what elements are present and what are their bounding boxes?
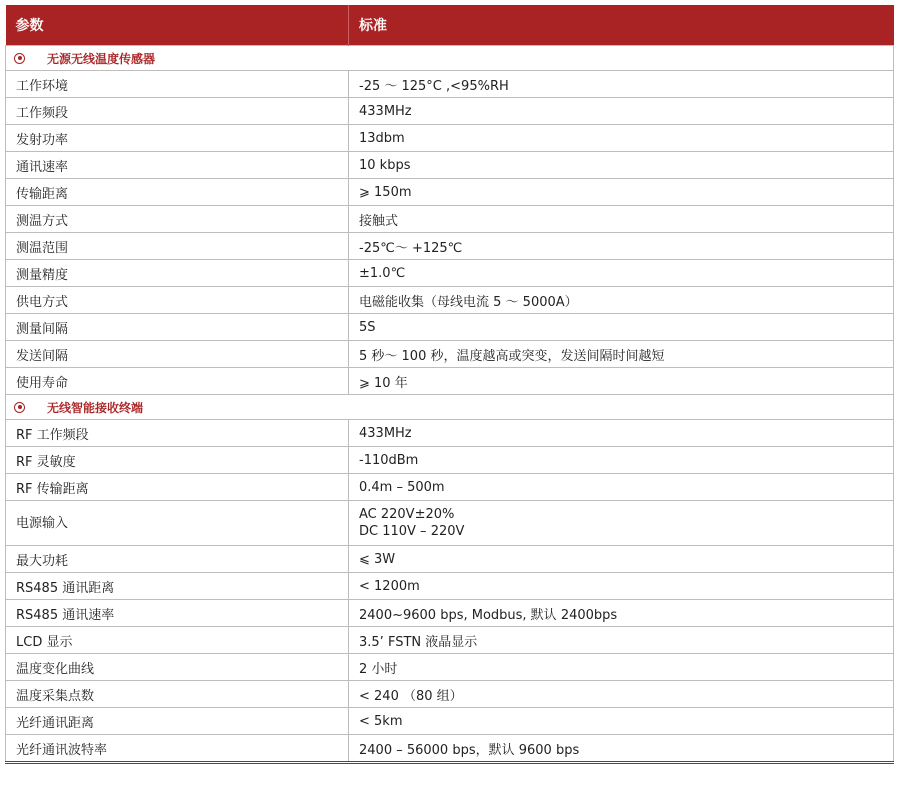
table-row <box>6 708 894 735</box>
table-row <box>6 501 894 546</box>
value-cell: 5S <box>349 314 894 341</box>
value-cell: 电磁能收集（母线电流 5 ～ 5000A） <box>349 287 894 314</box>
value-line: AC 220V±20% <box>359 507 455 522</box>
param-cell: 温度采集点数 <box>6 681 349 708</box>
section-title: 无源无线温度传感器 <box>47 51 156 66</box>
table-row <box>6 681 894 708</box>
table-row <box>6 341 894 368</box>
param-cell: 光纤通讯距离 <box>6 708 349 735</box>
value-cell: ±1.0℃ <box>349 260 894 287</box>
value-cell: 2400 – 56000 bps，默认 9600 bps <box>349 735 894 763</box>
param-cell: RF 工作频段 <box>6 420 349 447</box>
table-row <box>6 152 894 179</box>
circle-bullet-icon <box>14 402 25 413</box>
table-row <box>6 368 894 395</box>
value-cell: < 1200m <box>349 573 894 600</box>
table-row <box>6 735 894 763</box>
value-cell: < 240 （80 组） <box>349 681 894 708</box>
value-cell: -25 ～ 125°C ,<95%RH <box>349 71 894 98</box>
value-cell: 接触式 <box>349 206 894 233</box>
table-row <box>6 654 894 681</box>
value-cell: 2400~9600 bps, Modbus, 默认 2400bps <box>349 600 894 627</box>
param-cell: RS485 通讯距离 <box>6 573 349 600</box>
header-param: 参数 <box>6 5 349 46</box>
table-row <box>6 627 894 654</box>
value-cell: 433MHz <box>349 420 894 447</box>
table-row <box>6 314 894 341</box>
param-cell: RF 灵敏度 <box>6 447 349 474</box>
value-cell: 0.4m – 500m <box>349 474 894 501</box>
param-cell: 测温范围 <box>6 233 349 260</box>
table-row <box>6 546 894 573</box>
table-row <box>6 573 894 600</box>
param-cell: 使用寿命 <box>6 368 349 395</box>
table-row <box>6 420 894 447</box>
value-cell: 433MHz <box>349 98 894 125</box>
spec-table <box>5 5 894 764</box>
value-cell: 2 小时 <box>349 654 894 681</box>
param-cell: 测量精度 <box>6 260 349 287</box>
table-row <box>6 98 894 125</box>
value-cell: < 5km <box>349 708 894 735</box>
section-row-sensor <box>6 46 894 71</box>
value-cell: 10 kbps <box>349 152 894 179</box>
param-cell: 光纤通讯波特率 <box>6 735 349 763</box>
value-cell: ⩽ 3W <box>349 546 894 573</box>
table-row <box>6 474 894 501</box>
header-row <box>6 5 894 46</box>
param-cell: 测温方式 <box>6 206 349 233</box>
param-cell: 测量间隔 <box>6 314 349 341</box>
table-row <box>6 206 894 233</box>
value-cell: -25℃～ +125℃ <box>349 233 894 260</box>
param-cell: 供电方式 <box>6 287 349 314</box>
table-row <box>6 179 894 206</box>
table-row <box>6 287 894 314</box>
table-row <box>6 447 894 474</box>
table-row <box>6 233 894 260</box>
param-cell: 发送间隔 <box>6 341 349 368</box>
table-row <box>6 260 894 287</box>
param-cell: 工作环境 <box>6 71 349 98</box>
section-title: 无线智能接收终端 <box>47 400 144 415</box>
section-row-receiver <box>6 395 894 420</box>
table-row <box>6 125 894 152</box>
param-cell: 温度变化曲线 <box>6 654 349 681</box>
circle-bullet-icon <box>14 53 25 64</box>
param-cell: 电源输入 <box>6 501 349 546</box>
value-cell <box>349 501 894 546</box>
header-standard: 标准 <box>349 5 894 46</box>
param-cell: LCD 显示 <box>6 627 349 654</box>
param-cell: 工作频段 <box>6 98 349 125</box>
value-cell: ⩾ 150m <box>349 179 894 206</box>
value-cell: 13dbm <box>349 125 894 152</box>
param-cell: RS485 通讯速率 <box>6 600 349 627</box>
value-cell: 3.5’ FSTN 液晶显示 <box>349 627 894 654</box>
param-cell: 发射功率 <box>6 125 349 152</box>
param-cell: 最大功耗 <box>6 546 349 573</box>
param-cell: 通讯速率 <box>6 152 349 179</box>
table-row <box>6 600 894 627</box>
param-cell: 传输距离 <box>6 179 349 206</box>
table-row <box>6 71 894 98</box>
param-cell: RF 传输距离 <box>6 474 349 501</box>
value-line: DC 110V – 220V <box>359 524 465 539</box>
value-cell: -110dBm <box>349 447 894 474</box>
value-cell: ⩾ 10 年 <box>349 368 894 395</box>
value-cell: 5 秒～ 100 秒，温度越高或突变，发送间隔时间越短 <box>349 341 894 368</box>
